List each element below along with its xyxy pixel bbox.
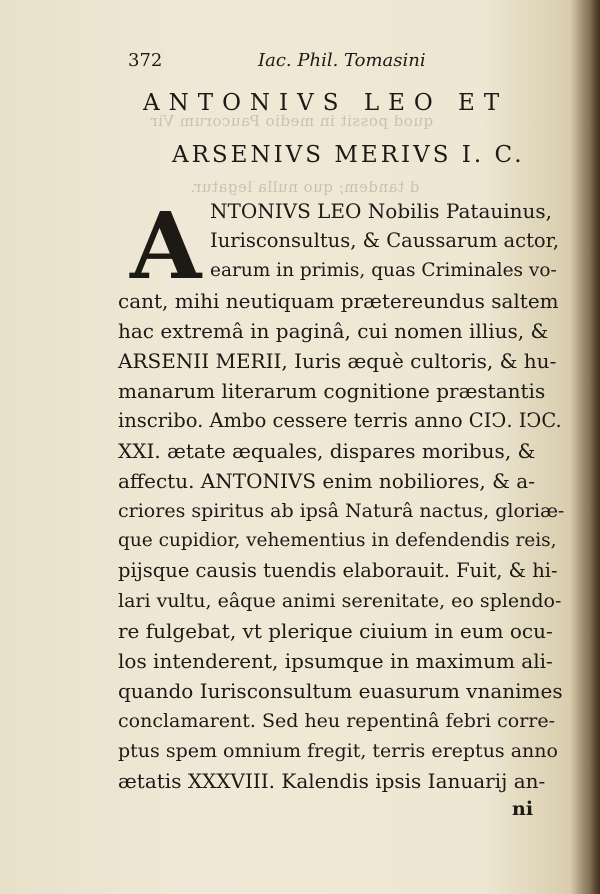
page-edge-shadow (574, 0, 600, 894)
text-line: ptus spem omnium fregit, terris ereptus anno (118, 740, 558, 762)
text-line: pijsque causis tuendis elaborauit. Fuit, & hi- (118, 559, 558, 582)
page-header (128, 50, 540, 74)
text-line: re fulgebat, vt plerique ciuium in eum ocu- (118, 619, 553, 643)
text-line: conclamarent. Sed heu repentinâ febri corre- (118, 710, 556, 732)
catchword: ni (512, 798, 534, 820)
text-line: hac extremâ in paginâ, cui nomen illius, & (118, 319, 549, 343)
text-line: criores spiritus ab ipsâ Naturâ nactus, gloriæ- (118, 500, 565, 522)
bleed-through-text: quod possit in medio Paucorum Vir (150, 112, 434, 130)
text-line: Iurisconsultus, & Caussarum actor, (210, 229, 560, 252)
text-line: affectu. ANTONIVS enim nobiliores, & a- (118, 469, 535, 493)
text-line: cant, mihi neutiquam prætereundus saltem (118, 289, 559, 313)
text-line: lari vultu, eâque animi serenitate, eo splendo- (118, 590, 562, 612)
running-head: Iac. Phil. Tomasini (258, 50, 426, 71)
text-line: manarum literarum cognitione præstantis (118, 379, 546, 403)
page-number: 372 (128, 50, 163, 71)
text-line: los intenderent, ipsumque in maximum ali- (118, 649, 553, 673)
text-line: que cupidior, vehementius in defendendis reis, (118, 530, 557, 551)
heading-line-2: ARSENIVS MERIVS I. C. (172, 142, 525, 168)
drop-capital: A (130, 192, 202, 300)
heading-line-1: ANTONIVS LEO ET (143, 90, 509, 116)
text-line: NTONIVS LEO Nobilis Patauinus, (210, 199, 553, 223)
text-line: inscribo. Ambo cessere terris anno CIↃ. IↃC. (118, 409, 562, 432)
text-line: quando Iurisconsultum euasurum vnanimes (118, 679, 563, 703)
text-line: XXI. ætate æquales, dispares moribus, & (118, 439, 536, 463)
bleed-through-text: d tandem; quo nulla legatur. (190, 178, 420, 196)
text-line: ARSENII MERII, Iuris æquè cultoris, & hu- (118, 349, 557, 373)
text-line: ætatis XXXVIII. Kalendis ipsis Ianuarij an- (118, 769, 546, 793)
text-line: earum in primis, quas Criminales vo- (210, 260, 557, 281)
